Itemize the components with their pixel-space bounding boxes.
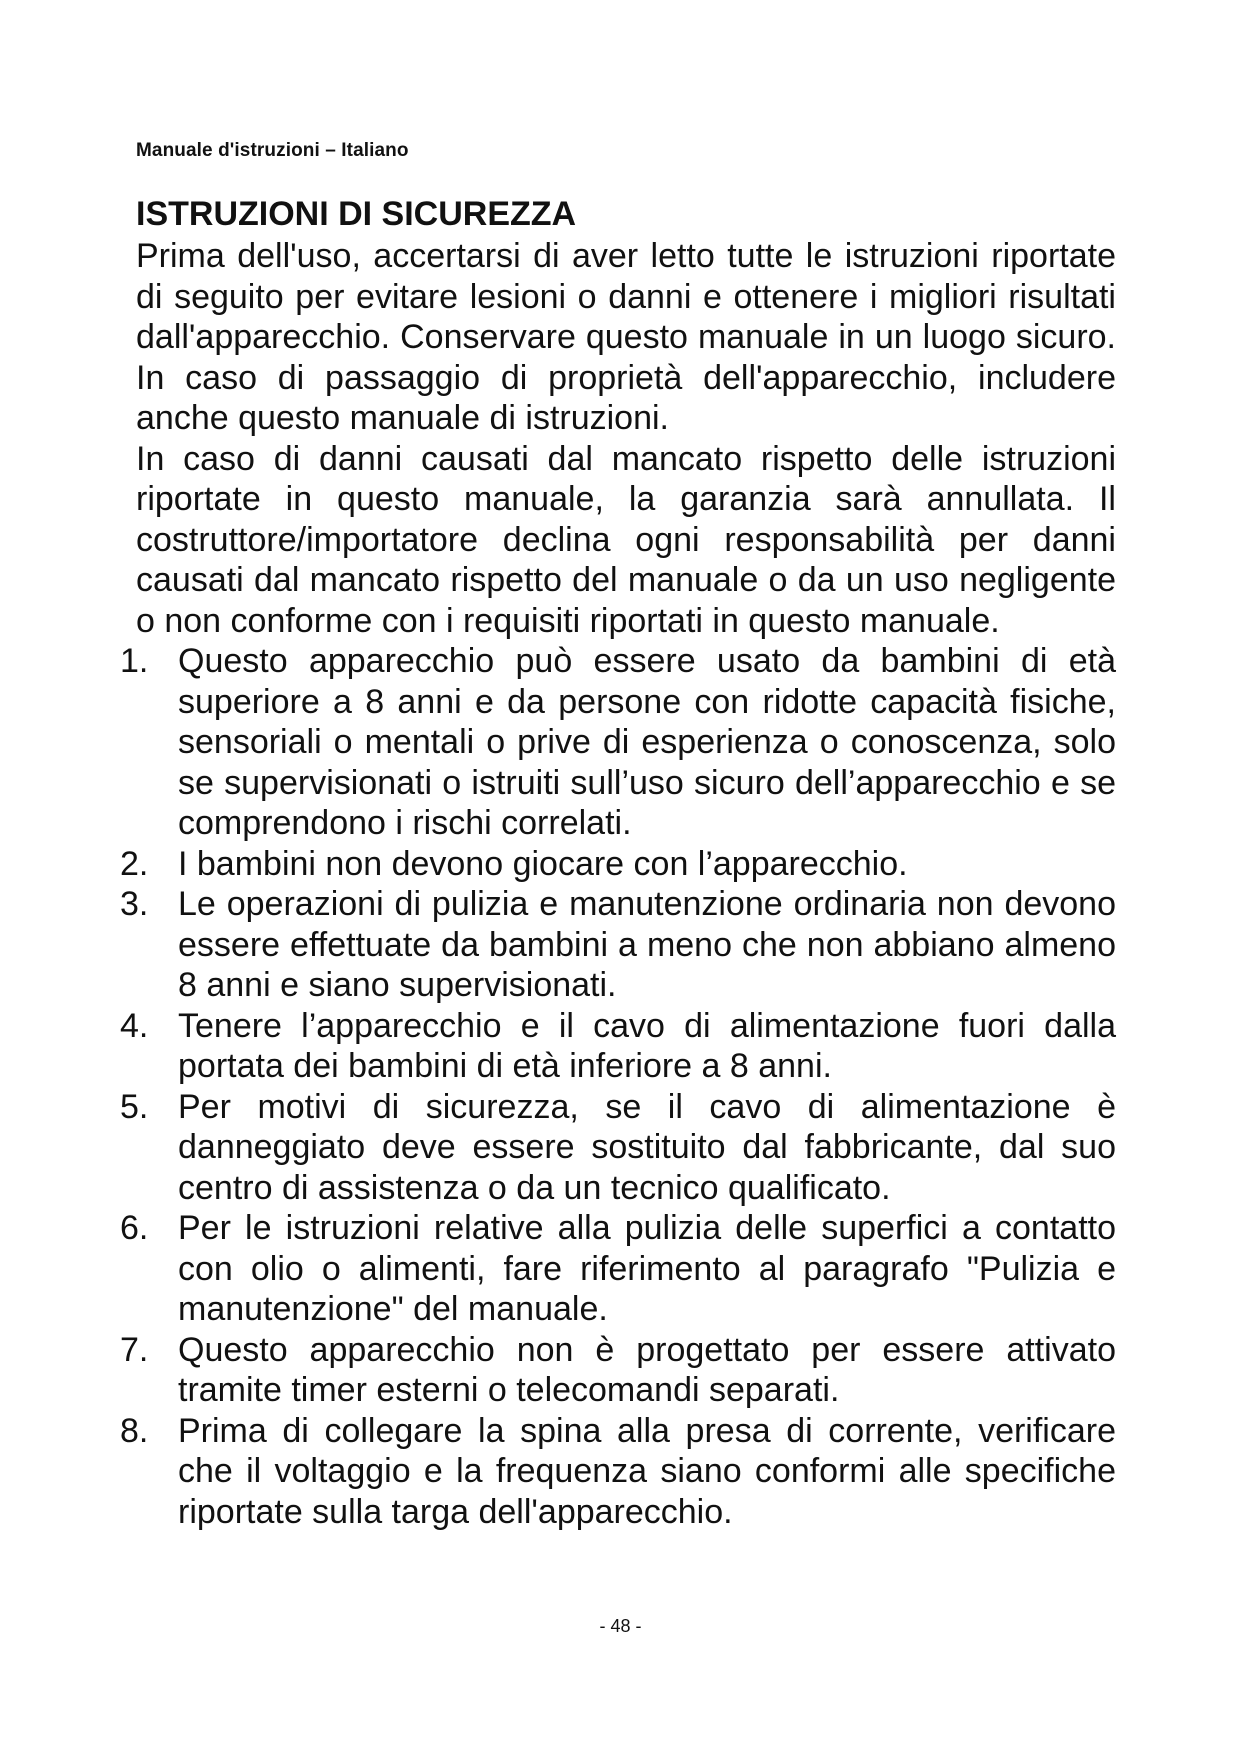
- list-item: [120, 1411, 1116, 1533]
- list-item-number: 5.: [120, 1087, 149, 1126]
- list-item-text: Tenere l’apparecchio e il cavo di alimentazione fuori dalla portata dei bambini di età inferiore a 8 anni.: [178, 1006, 1116, 1085]
- page-content: [120, 192, 1116, 1532]
- list-item-number: 4.: [120, 1006, 149, 1045]
- list-item: [120, 641, 1116, 844]
- list-item-text: Questo apparecchio non è progettato per essere attivato tramite timer esterni o telecomandi separati.: [178, 1330, 1116, 1409]
- section-title: ISTRUZIONI DI SICUREZZA: [136, 195, 577, 233]
- list-item-number: 6.: [120, 1209, 149, 1247]
- list-item-number: 1.: [120, 642, 149, 680]
- list-item-text: Per motivi di sicurezza, se il cavo di alimentazione è danneggiato deve essere sostituito dal fabbricante, dal suo centro di assistenza o da un tecnico qualificato.: [178, 1087, 1116, 1207]
- warranty-paragraph: In caso di danni causati dal mancato rispetto delle istruzioni riportate in questo manuale, la garanzia sarà annullata. Il costruttore/importatore declina ogni responsabilità per danni causati dal mancato rispetto del manuale o da un uso negligente o non conforme con i requisiti riportati in questo manuale.: [136, 439, 1116, 640]
- list-item-number: 8.: [120, 1411, 149, 1450]
- list-item: [120, 1208, 1116, 1330]
- list-item-number: 3.: [120, 885, 149, 923]
- list-item: [120, 884, 1116, 1006]
- list-item: [120, 844, 1116, 885]
- safety-instructions-list: [120, 641, 1116, 1532]
- list-item-number: 7.: [120, 1330, 149, 1369]
- list-item-text: Le operazioni di pulizia e manutenzione ordinaria non devono essere effettuate da bambini a meno che non abbiano almeno 8 anni e siano supervisionati.: [178, 885, 1116, 1004]
- list-item-text: Prima di collegare la spina alla presa di corrente, verificare che il voltaggio e la frequenza siano conformi alle specifiche riportate sulla targa dell'apparecchio.: [178, 1411, 1116, 1531]
- intro-paragraph: Prima dell'uso, accertarsi di aver letto tutte le istruzioni riportate di seguito per evitare lesioni o danni e ottenere i migliori risultati dall'apparecchio. Conservare questo manuale in un luogo sicuro. In caso di passaggio di proprietà dell'apparecchio, includere anche questo manuale di istruzioni.: [136, 237, 1116, 437]
- list-item-text: Per le istruzioni relative alla pulizia delle superfici a contatto con olio o alimenti, fare riferimento al paragrafo "Pulizia e manutenzione" del manuale.: [178, 1209, 1116, 1328]
- list-item: [120, 1087, 1116, 1209]
- list-item-text: I bambini non devono giocare con l’apparecchio.: [178, 844, 908, 883]
- page-number: - 48 -: [599, 1616, 642, 1636]
- list-item-text: Questo apparecchio può essere usato da bambini di età superiore a 8 anni e da persone con ridotte capacità fisiche, sensoriali o mentali o prive di esperienza o conoscenza, solo se supervisionati o istruiti sull’uso sicuro dell’apparecchio e se comprendono i rischi correlati.: [178, 642, 1116, 842]
- list-item-number: 2.: [120, 844, 149, 883]
- list-item: [120, 1006, 1116, 1087]
- page-header: Manuale d'istruzioni – Italiano: [136, 140, 409, 161]
- list-item: [120, 1330, 1116, 1411]
